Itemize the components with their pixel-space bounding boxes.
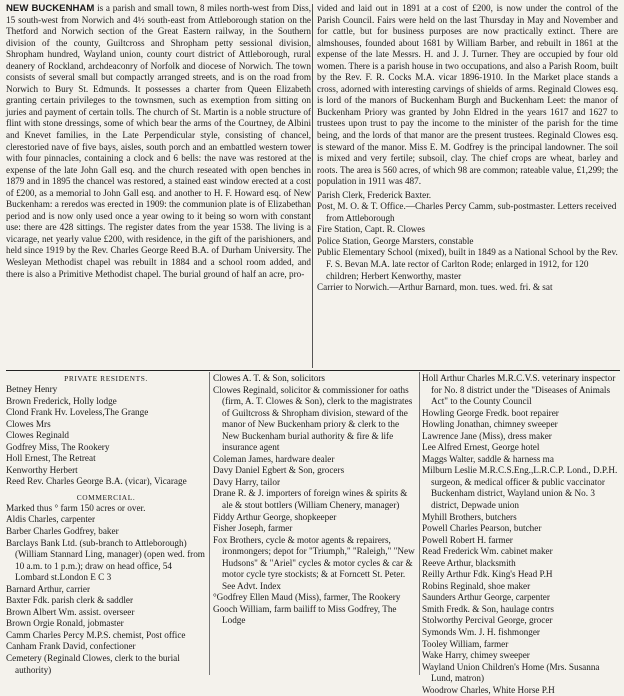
commercial-entry: Stolworthy Percival George, grocer <box>422 615 553 626</box>
intro-paragraph <box>6 3 311 280</box>
commercial-entry: Coleman James, hardware dealer <box>213 453 335 464</box>
column-divider <box>419 372 420 675</box>
commercial-entry: Lawrence Jane (Miss), dress maker <box>422 430 552 441</box>
commercial-entry: Davy Daniel Egbert & Son, grocers <box>213 465 345 476</box>
commercial-entry: Fiddy Arthur George, shopkeeper <box>213 511 337 522</box>
intro-right-text: vided and laid out in 1891 at a cost of £200, is now under the control of the Parish Council. Fairs were held on the last Thursday in May and November and for cattle, but for business purposes are now practically extinct. There are almshouses, founded about 1681 by William Barber, and rebuilt in 1861 at the expense of the late Messrs. H. and J. J. Turner. They are occupied by four old women. There is a parish house in two occupations, and also a Parish Room, built by the Rev. F. R. Cocks M.A. vicar 1896-1910. In the Market place stands a cross, adorned with interesting carvings of shields of arms. Reginald Clowes esq. is lord of the manors of Buckenham Burgh and Buckenham Leet: the manor of Buckenham Priory was granted by John Eldred in the years 1617 and 1627 to trustees upon trust to pay the income to the minister of the parish for the time being, and the lords of that manor are the present trustees. Reginald Clowes esq. is steward of the manor. Miss E. M. Godfrey is the principal landowner. The soil is mixed and very fertile; subsoil, clay. The chief crops are wheat, barley and roots. The area is 560 acres, of which 98 are common; rateable value, £1,299; the population in 1911 was 487. <box>317 3 618 187</box>
commercial-heading: COMMERCIAL. <box>76 492 136 502</box>
fire-station-line: Fire Station, Capt. R. Clowes <box>317 224 425 235</box>
commercial-entry: Myhill Brothers, butchers <box>422 511 517 522</box>
post-office-line: Post, M. O. & T. Office.—Charles Percy Camm, sub-postmaster. Letters received from Attleborough <box>317 201 617 223</box>
resident-entry: Betney Henry <box>6 384 58 394</box>
school-line: Public Elementary School (mixed), built in 1849 as a National School by the Rev. F. S. Bevan M.A. late rector of Carlton Rode; enlarged in 1912, for 120 children; Herbert Kenworthy, master <box>317 247 618 281</box>
resident-entry: Clowes Mrs <box>6 418 51 429</box>
resident-entry: Clond Frank Hv. Loveless,The Grange <box>6 407 149 418</box>
intro-right-column <box>317 3 618 294</box>
commercial-entry: Howling Jonathan, chimney sweeper <box>422 419 558 430</box>
commercial-entry: Maggs Walter, saddle & harness ma <box>422 453 554 464</box>
commercial-entry: Robins Reginald, shoe maker <box>422 580 531 591</box>
private-residents-heading: PRIVATE RESIDENTS. <box>64 374 148 383</box>
commercial-entry: Barnard Arthur, carrier <box>6 583 91 594</box>
commercial-entry: Holl Arthur Charles M.R.C.V.S. veterinary inspector for No. 8 district under the "Diseases of Animals Act" to the County Council <box>422 373 616 407</box>
resident-entry: Godfrey Miss, The Rookery <box>6 441 110 452</box>
resident-entry: Clowes Reginald <box>6 430 70 441</box>
commercial-entry: Smith Fredk. & Son, haulage contrs <box>422 603 554 614</box>
commercial-entry: Howling George Fredk. boot repairer <box>422 407 559 418</box>
resident-entry: Reed Rev. Charles George B.A. (vicar), Vicarage <box>6 476 187 487</box>
commercial-entry: Powell Robert H. farmer <box>422 534 513 545</box>
place-name-heading: NEW BUCKENHAM <box>6 3 95 14</box>
commercial-entry: Woodrow Charles, White Horse P.H <box>422 684 555 695</box>
commercial-entry: Powell Charles Pearson, butcher <box>422 523 542 534</box>
commercial-entry: Aldis Charles, carpenter <box>6 514 96 525</box>
commercial-entry: Reeve Arthur, blacksmith <box>422 557 516 568</box>
police-station-line: Police Station, George Marsters, constable <box>317 235 474 246</box>
commercial-entry: Read Frederick Wm. cabinet maker <box>422 546 553 557</box>
commercial-entry: Barclays Bank Ltd. (sub-branch to Attleborough) (William Stannard Ling, manager) (open wed. from 10 a.m. to 1 p.m.); draw on head office, 54 Lombard st.London E C 3 <box>6 537 205 583</box>
commercial-entry: Brown Albert Wm. assist. overseer <box>6 606 135 617</box>
commercial-entry: Wayland Union Children's Home (Mrs. Susanna Lund, matron) <box>422 661 600 684</box>
commercial-entry: Gooch William, farm bailiff to Miss Godfrey, The Lodge <box>213 603 397 626</box>
commercial-entry: Symonds Wm. J. H. fishmonger <box>422 627 540 638</box>
column-divider <box>209 372 210 675</box>
resident-entry: Holl Ernest, The Retreat <box>6 453 96 464</box>
commercial-entry: Milburn Leslie M.R.C.S.Eng.,L.R.C.P. Lond., D.P.H. surgeon, & medical officer & public vaccinator Buckenham district, Wayland union & No. 3 district, Depwade union <box>422 465 618 511</box>
commercial-entry: Tooley William, farmer <box>422 638 509 649</box>
commercial-entry: Cemetery (Reginald Clowes, clerk to the burial authority) <box>6 653 180 675</box>
section-rule <box>6 370 620 371</box>
commercial-entry: Clowes Reginald, solicitor & commissioner for oaths (firm, A. T. Clowes & Son), clerk to the magistrates of Guiltcross & Shropham division, steward of the manor of New Buckenham priory & clerk to the New Buckenham burial authority & fire & life insurance agent <box>213 384 413 453</box>
commercial-entry: Davy Harry, tailor <box>213 476 281 487</box>
commercial-entry: Reilly Arthur Fdk. King's Head P.H <box>422 569 553 580</box>
commercial-entry: Barber Charles Godfrey, baker <box>6 526 119 537</box>
commercial-entry: Saunders Arthur George, carpenter <box>422 592 550 603</box>
commercial-entry: Wake Harry, chimey sweeper <box>422 650 530 661</box>
residents-column <box>6 373 206 676</box>
commercial-entry: Camm Charles Percy M.P.S. chemist, Post office <box>6 629 186 640</box>
commercial-column-3 <box>422 373 620 696</box>
intro-left-column <box>6 3 311 280</box>
commercial-entry: °Godfrey Ellen Maud (Miss), farmer, The Rookery <box>213 592 401 603</box>
commercial-entry: Fox Brothers, cycle & motor agents & repairers, ironmongers; depot for "Triumph," "Raleigh," "New Hudsons" & "Ariel" cycles & motor cycles & car & motor cycle tyre stockists; & at Forncett St. Peter. See Advt. Index <box>213 534 415 591</box>
resident-entry: Kenworthy Herbert <box>6 464 78 475</box>
commercial-column-2 <box>213 373 417 627</box>
resident-entry: Brown Frederick, Holly lodge <box>6 395 117 406</box>
commercial-entry: Lee Alfred Ernest, George hotel <box>422 442 540 453</box>
commercial-entry: Brown Orgie Ronald, jobmaster <box>6 618 124 629</box>
commercial-entry: Fisher Joseph, farmer <box>213 523 293 534</box>
parish-clerk-line: Parish Clerk, Frederick Baxter. <box>317 189 432 200</box>
intro-left-text: is a parish and small town, 8 miles north-west from Diss, 15 south-west from Norwich and 4½ south-east from Attleborough station on the Thetford and Norwich section of the Great Eastern railway, in the Southern division of the county, Guiltcross and Shropham petty sessional division, Shropham hundred, Wayland union, county court district of Attleborough, rural deanery of Rockland, archdeaconry of Norfolk and diocese of Norwich. The town consists of several small but compactly arranged streets, and is on the road from Norwich to Bury St. Edmunds. It possesses a charter from Queen Elizabeth granting certain privileges to the townsmen, such as exemption from sitting on juries and payment of certain tolls. The church of St. Martin is a noble structure of flint with stone dressings, some of which bear the arms of the Courtney, de Albini and Knevet families, in the Late Perpendicular style, consisting of chancel, clerestoried nave of five bays, aisles, south porch and an embattled western tower with four pinnacles, containing a clock and 6 bells: the nave was restored at the expense of the late John Gall esq. and the church reseated with open benches in 1879 and in 1895 the chancel was restored, a stained east window erected at a cost of £200, as a memorial to John Gall esq. and another to H. F. Howard esq. of New Buckenham: a reredos was erected in 1909: the communion plate is of Elizabethan period and is now only used once a year owing to it being so worn with constant use: there are 428 sittings. The register dates from the year 1538. The living is a vicarage, net yearly value £200, with residence, in the gift of the parishioners, and held since 1919 by the Rev. Charles George Reed B.A. of Durham University. The Wesleyan Methodist chapel was rebuilt in 1884 and a school room added, and there is also a Primitive Methodist chapel. The burial ground of half an acre, pro- <box>6 3 312 279</box>
commercial-entry: Clowes A. T. & Son, solicitors <box>213 373 325 383</box>
commercial-entry: Baxter Fdk. parish clerk & saddler <box>6 595 134 606</box>
farm-note: Marked thus ° farm 150 acres or over. <box>6 502 146 513</box>
commercial-entry: Canham Frank David, confectioner <box>6 641 136 652</box>
carrier-line: Carrier to Norwich.—Arthur Barnard, mon. tues. wed. fri. & sat <box>317 282 553 293</box>
commercial-entry: Drane R. & J. importers of foreign wines & spirits & ale & stout bottlers (William Chenery, manager) <box>213 488 408 511</box>
column-divider <box>312 4 313 368</box>
